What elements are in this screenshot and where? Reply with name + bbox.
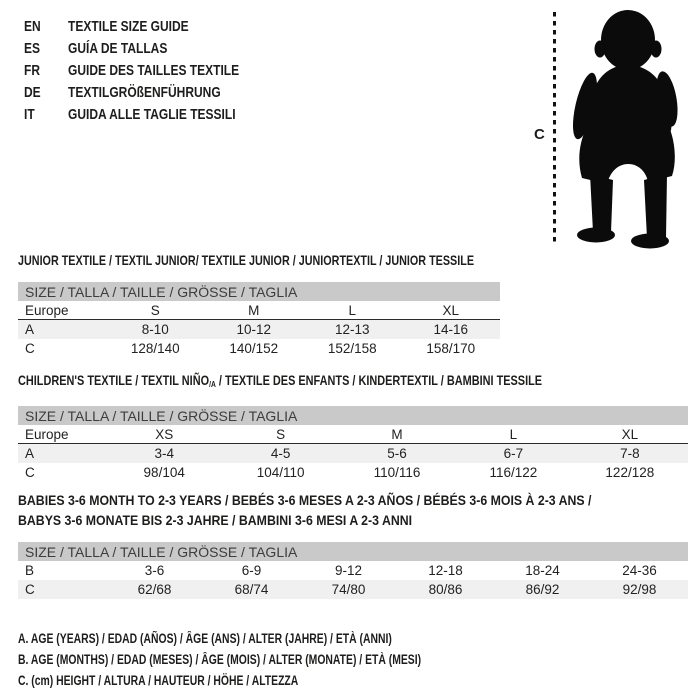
ear-right xyxy=(651,41,662,58)
table-title xyxy=(18,370,688,394)
size-value-cell: 14-16 xyxy=(433,322,469,337)
size-value-cell: 92/98 xyxy=(622,582,657,597)
table-row-a xyxy=(18,320,500,339)
language-label-text: TEXTILE SIZE GUIDE xyxy=(68,17,189,35)
size-value-cell: 98/104 xyxy=(143,465,185,480)
language-code xyxy=(24,62,68,79)
table-title-line xyxy=(18,250,475,270)
table-title-segment: BABYS 3-6 MONATE BIS 2-3 JAHRE / BAMBINI 3-6 MESI A 2-3 ANNI xyxy=(18,512,413,528)
size-value-cell: 152/158 xyxy=(327,341,377,356)
language-code-text: EN xyxy=(24,17,41,35)
size-value-cell: 9-12 xyxy=(334,563,363,578)
language-code-text: ES xyxy=(24,39,41,57)
table-title xyxy=(18,250,500,270)
language-code xyxy=(24,84,68,101)
footnotes xyxy=(18,628,541,691)
size-value-cell: 6-7 xyxy=(503,446,524,461)
size-value-cell: 80/86 xyxy=(428,582,463,597)
size-value-cell: L xyxy=(509,426,518,442)
size-value-cell: 7-8 xyxy=(620,446,640,461)
ear-left xyxy=(595,41,606,58)
language-label-text: GUIDE DES TAILLES TEXTILE xyxy=(68,61,240,79)
row-label: A xyxy=(25,446,35,461)
table-title-subscript: /A xyxy=(209,379,216,389)
table-row-europe xyxy=(18,425,688,444)
language-label xyxy=(68,84,259,101)
size-value-cell: S xyxy=(150,302,160,318)
size-header-bar xyxy=(18,406,688,425)
footnote-c: C. (cm) HEIGHT / ALTURA / HAUTEUR / HÖHE / ALTEZZA xyxy=(18,673,299,688)
childrens-textile-section xyxy=(18,370,688,482)
row-label: C xyxy=(25,341,35,356)
babies-textile-section xyxy=(18,490,688,599)
language-row-es xyxy=(24,37,282,59)
table-row-europe xyxy=(18,301,500,320)
size-value-cell: 12-13 xyxy=(334,322,370,337)
junior-textile-section xyxy=(18,250,500,358)
size-value-cell: XL xyxy=(621,426,639,442)
row-label: B xyxy=(25,563,35,578)
size-value-cell: 10-12 xyxy=(236,322,272,337)
size-value-cell: 3-4 xyxy=(154,446,174,461)
row-label: C xyxy=(25,582,35,597)
size-value-cell: 140/152 xyxy=(229,341,279,356)
language-row-fr xyxy=(24,59,282,81)
table-row-c xyxy=(18,580,688,599)
table-title-line xyxy=(18,510,608,530)
table-title-segment: JUNIOR TEXTILE / TEXTIL JUNIOR/ TEXTILE JUNIOR / JUNIORTEXTIL / JUNIOR TESSILE xyxy=(18,252,475,268)
language-row-en xyxy=(24,15,282,37)
language-label xyxy=(68,40,192,57)
language-code xyxy=(24,40,68,57)
size-value-cell: 74/80 xyxy=(331,582,366,597)
footnote-b: B. AGE (MONTHS) / EDAD (MESES) / ÂGE (MOIS) / ALTER (MONATE) / ETÀ (MESI) xyxy=(18,652,422,667)
size-value-cell: M xyxy=(248,302,260,318)
table-title-segment: / TEXTILE DES ENFANTS / KINDERTEXTIL / BAMBINI TESSILE xyxy=(215,372,543,388)
language-code-text: DE xyxy=(24,83,41,101)
size-header-text: SIZE / TALLA / TAILLE / GRÖSSE / TAGLIA xyxy=(25,407,298,424)
language-row-it xyxy=(24,103,282,125)
table-row-a xyxy=(18,444,688,463)
language-label xyxy=(68,62,282,79)
language-list xyxy=(24,15,282,125)
row-label: A xyxy=(25,322,35,337)
size-value-cell: M xyxy=(391,426,403,442)
size-value-cell: 128/140 xyxy=(130,341,180,356)
language-code-text: FR xyxy=(24,61,40,79)
table-title-line xyxy=(18,490,608,510)
row-label: Europe xyxy=(25,426,69,442)
size-value-cell: XS xyxy=(155,426,174,442)
language-code-text: IT xyxy=(24,105,35,123)
footnote-a: A. AGE (YEARS) / EDAD (AÑOS) / ÂGE (ANS) / ALTER (JAHRE) / ETÀ (ANNI) xyxy=(18,631,392,646)
language-code xyxy=(24,106,68,123)
language-label-text: GUIDA ALLE TAGLIE TESSILI xyxy=(68,105,236,123)
size-value-cell: 6-9 xyxy=(241,563,262,578)
height-dashed-line xyxy=(553,12,556,244)
size-value-cell: 110/116 xyxy=(373,465,421,480)
table-title-line xyxy=(18,370,541,394)
size-header-bar xyxy=(18,282,500,301)
size-value-cell: 158/170 xyxy=(426,341,476,356)
size-header-text: SIZE / TALLA / TAILLE / GRÖSSE / TAGLIA xyxy=(25,543,298,560)
size-value-cell: 18-24 xyxy=(525,563,560,578)
size-value-cell: 8-10 xyxy=(141,322,169,337)
language-label-text: TEXTILGRÖßENFÜHRUNG xyxy=(68,83,221,101)
size-value-cell: 12-18 xyxy=(428,563,463,578)
table-title-segment: CHILDREN'S TEXTILE / TEXTIL NIÑO xyxy=(18,372,210,388)
size-value-cell: 116/122 xyxy=(489,465,538,480)
size-value-cell: 24-36 xyxy=(622,563,657,578)
size-value-cell: 68/74 xyxy=(234,582,269,597)
size-value-cell: 5-6 xyxy=(387,446,407,461)
size-value-cell: 62/68 xyxy=(137,582,172,597)
size-value-cell: S xyxy=(276,426,286,442)
table-row-b xyxy=(18,561,688,580)
row-label: C xyxy=(25,465,35,480)
size-value-cell: 122/128 xyxy=(605,465,655,480)
language-label xyxy=(68,106,277,123)
size-value-cell: 4-5 xyxy=(270,446,291,461)
language-label-text: GUÍA DE TALLAS xyxy=(68,39,168,57)
row-label: Europe xyxy=(25,302,69,318)
size-header-text: SIZE / TALLA / TAILLE / GRÖSSE / TAGLIA xyxy=(25,283,298,300)
height-measure-label: C xyxy=(534,126,545,143)
toddler-silhouette-icon xyxy=(560,9,694,249)
language-row-de xyxy=(24,81,282,103)
table-title xyxy=(18,490,688,530)
size-value-cell: 86/92 xyxy=(525,582,560,597)
language-label xyxy=(68,18,219,35)
language-code xyxy=(24,18,68,35)
size-value-cell: 3-6 xyxy=(144,563,165,578)
size-value-cell: L xyxy=(348,302,356,318)
table-row-c xyxy=(18,463,688,482)
size-value-cell: XL xyxy=(442,302,459,318)
table-title-segment: BABIES 3-6 MONTH TO 2-3 YEARS / BEBÉS 3-6 MESES A 2-3 AÑOS / BÉBÉS 3-6 MOIS À 2-3 ANS / xyxy=(18,492,592,508)
table-row-c xyxy=(18,339,500,358)
size-header-bar xyxy=(18,542,688,561)
size-value-cell: 104/110 xyxy=(256,465,305,480)
